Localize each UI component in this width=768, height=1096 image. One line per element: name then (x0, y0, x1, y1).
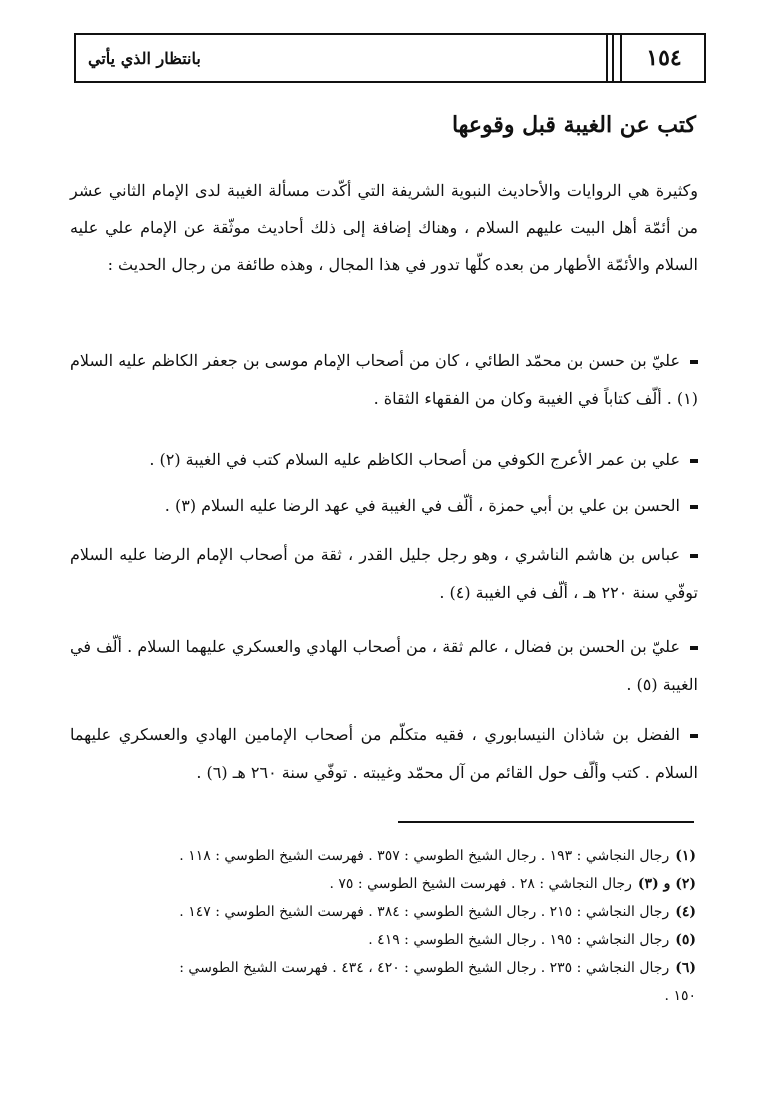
bullet-dash-icon (690, 505, 698, 509)
list-item (70, 441, 698, 479)
page-number: ١٥٤ (620, 33, 706, 83)
section-title: كتب عن الغيبة قبل وقوعها (451, 112, 696, 138)
bullet-dash-icon (690, 734, 698, 738)
list-item-text: الفضل بن شاذان النيسابوري ، فقيه متكلّم من أصحاب الإمامين الهادي والعسكري عليهما السلام . كتب وألّف حول القائم من آل محمّد وغيبته . توفّي سنة ٢٦٠ هـ (٦) . (70, 725, 698, 782)
footnote-text: رجال النجاشي : ١٩٥ . رجال الشيخ الطوسي : ٤١٩ . (368, 932, 670, 948)
header-rule (606, 33, 608, 83)
footnote-number: (٤) (675, 904, 696, 920)
running-title: بانتظار الذي يأتي (88, 48, 201, 68)
footnote-text: رجال النجاشي : ١٩٣ . رجال الشيخ الطوسي : ٣٥٧ . فهرست الشيخ الطوسي : ١١٨ . (179, 848, 670, 864)
footnote (66, 898, 696, 926)
footnote-text: رجال النجاشي : ٢٣٥ . رجال الشيخ الطوسي : ٤٢٠ ، ٤٣٤ . فهرست الشيخ الطوسي : (179, 960, 670, 976)
footnote-text: ١٥٠ . (664, 988, 696, 1004)
list-item-text: عليّ بن الحسن بن فضال ، عالم ثقة ، من أصحاب الهادي والعسكري عليهما السلام . ألّف في الغيبة (٥) . (70, 637, 698, 694)
list-item-text: الحسن بن علي بن أبي حمزة ، ألّف في الغيبة في عهد الرضا عليه السلام (٣) . (164, 496, 680, 515)
footnote-number: (٦) (675, 960, 696, 976)
footnotes (66, 842, 696, 1010)
footnote-number: (١) (675, 848, 696, 864)
footnote-number: (٥) (675, 932, 696, 948)
footnote-text: رجال النجاشي : ٢١٥ . رجال الشيخ الطوسي : ٣٨٤ . فهرست الشيخ الطوسي : ١٤٧ . (179, 904, 670, 920)
list-item (70, 536, 698, 612)
footnote-continuation (66, 982, 696, 1010)
footnote (66, 926, 696, 954)
footnote (66, 842, 696, 870)
intro-paragraph: وكثيرة هي الروايات والأحاديث النبوية الشريفة التي أكّدت مسألة الغيبة لدى الإمام الثاني عشر من أئمّة أهل البيت عليهم السلام ، وهناك إضافة إلى ذلك أحاديث موثّقة عن الإمام علي عليه السلام والأئمّة الأطهار من بعده كلّها تدور في هذا المجال ، وهذه طائفة من رجال الحديث : (70, 181, 698, 274)
list-item (70, 628, 698, 704)
page-header (74, 33, 706, 83)
footnote-number: (٢) و (٣) (637, 876, 696, 892)
list-item-text: علي بن عمر الأعرج الكوفي من أصحاب الكاظم عليه السلام كتب في الغيبة (٢) . (149, 450, 680, 469)
bullet-dash-icon (690, 459, 698, 463)
list-item (70, 487, 698, 525)
list-item (70, 716, 698, 792)
list-item (70, 342, 698, 418)
list-item-text: عليّ بن حسن بن محمّد الطائي ، كان من أصحاب الإمام موسى بن جعفر الكاظم عليه السلام (١) . ألّف كتاباً في الغيبة وكان من الفقهاء الثقاة . (70, 351, 698, 408)
footnote (66, 870, 696, 898)
header-rule (612, 33, 614, 83)
list-item-text: عباس بن هاشم الناشري ، وهو رجل جليل القدر ، ثقة من أصحاب الإمام الرضا عليه السلام توفّي سنة ٢٢٠ هـ ، ألّف في الغيبة (٤) . (70, 545, 698, 602)
bullet-dash-icon (690, 646, 698, 650)
footnote-text: رجال النجاشي : ٢٨ . فهرست الشيخ الطوسي : ٧٥ . (329, 876, 632, 892)
bullet-dash-icon (690, 360, 698, 364)
bullet-dash-icon (690, 554, 698, 558)
footnote-separator (398, 821, 694, 823)
footnote (66, 954, 696, 982)
